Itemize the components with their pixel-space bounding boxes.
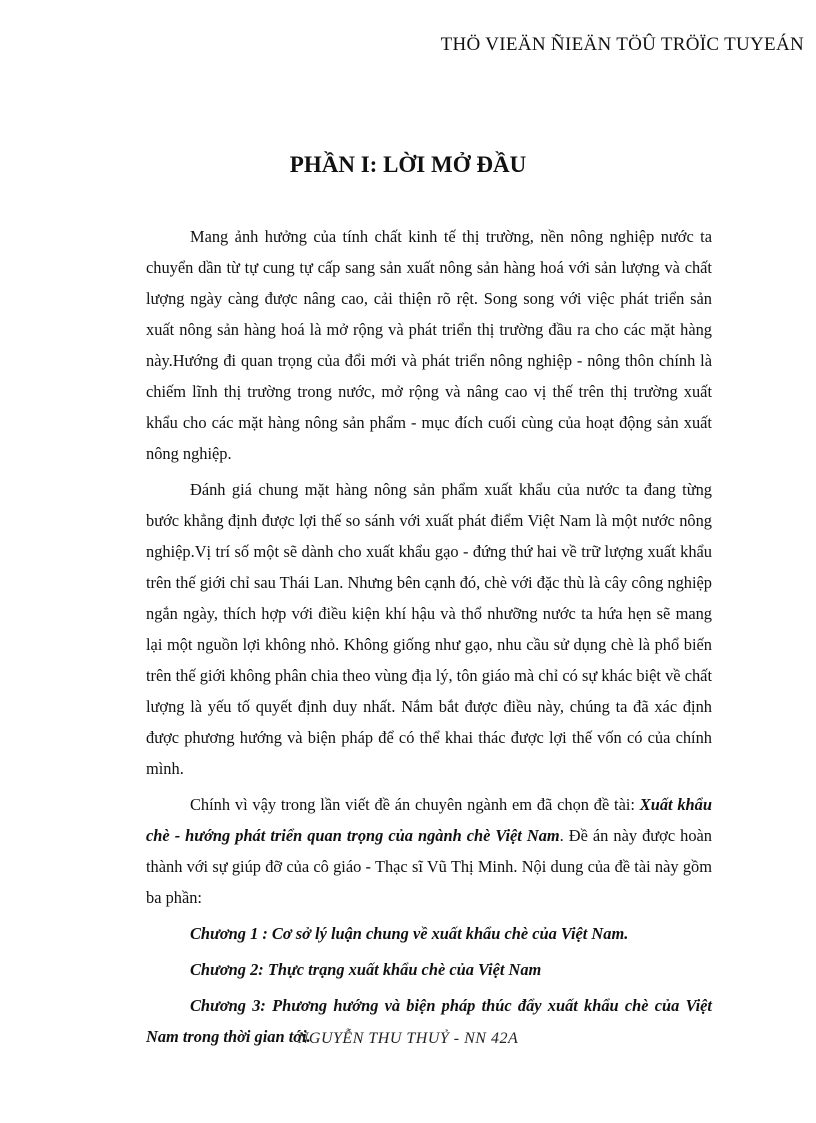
intro-text-before: Chính vì vậy trong lần viết đề án chuyên ngành em đã chọn đề tài: xyxy=(190,795,640,814)
chapter-item-1: Chương 1 : Cơ sở lý luận chung về xuất khẩu chè của Việt Nam. xyxy=(190,924,629,943)
intro-text-after: . Đề án này được hoàn thành với sự giúp đỡ của cô giáo - Thạc sĩ Vũ Thị Minh. Nội dung của đề tài này gồm ba phần: xyxy=(146,826,712,907)
page-header: THÖ VIEÄN ÑIEÄN TÖÛ TRÖÏC TUYEÁN xyxy=(440,34,804,55)
paragraph: Đánh giá chung mặt hàng nông sản phẩm xuất khẩu của nước ta đang từng bước khẳng định được lợi thế so sánh với xuất phát điểm Việt Nam là một nước nông nghiệp.Vị trí số một sẽ dành cho xuất khẩu gạo - đứng thứ hai về trữ lượng xuất khẩu trên thế giới chỉ sau Thái Lan. Nhưng bên cạnh đó, chè với đặc thù là cây công nghiệp ngắn ngày, thích hợp với điều kiện khí hậu và thổ nhưỡng nước ta hứa hẹn sẽ mang lại một nguồn lợi không nhỏ. Không giống như gạo, nhu cầu sử dụng chè là phổ biến trên thế giới không phân chia theo vùng địa lý, tôn giáo mà chỉ có sự khác biệt về chất lượng là yếu tố quyết định duy nhất. Nắm bắt được điều này, chúng ta đã xác định được phương hướng và biện pháp để có thể khai thác được lợi thế vốn có của chính mình. xyxy=(146,480,712,778)
page-title: PHẦN I: LỜI MỞ ĐẦU xyxy=(289,152,527,177)
intro-paragraph xyxy=(146,789,712,913)
chapter-item-3: Chương 3: Phương hướng và biện pháp thúc đẩy xuất khẩu chè của Việt Nam trong thời gian tới. xyxy=(146,996,712,1046)
chapter-item-2: Chương 2: Thực trạng xuất khẩu chè của Việt Nam xyxy=(190,960,542,979)
document-body xyxy=(146,221,712,1057)
page-footer: NGUYỄN THU THUỶ - NN 42A xyxy=(297,1030,519,1047)
topic-title: Xuất khẩu chè - hướng phát triển quan trọng của ngành chè Việt Nam xyxy=(146,795,712,845)
paragraph: Mang ảnh hưởng của tính chất kinh tế thị trường, nền nông nghiệp nước ta chuyển dần từ tự cung tự cấp sang sản xuất nông sản hàng hoá với sản lượng và chất lượng ngày càng được nâng cao, cải thiện rõ rệt. Song song với việc phát triển sản xuất nông sản hàng hoá là mở rộng và phát triển thị trường đầu ra cho các mặt hàng này.Hướng đi quan trọng của đổi mới và phát triển nông nghiệp - nông thôn chính là chiếm lĩnh thị trường trong nước, mở rộng và nâng cao vị thế trên thị trường xuất khẩu cho các mặt hàng nông sản phẩm - mục đích cuối cùng của hoạt động sản xuất nông nghiệp. xyxy=(146,227,712,463)
